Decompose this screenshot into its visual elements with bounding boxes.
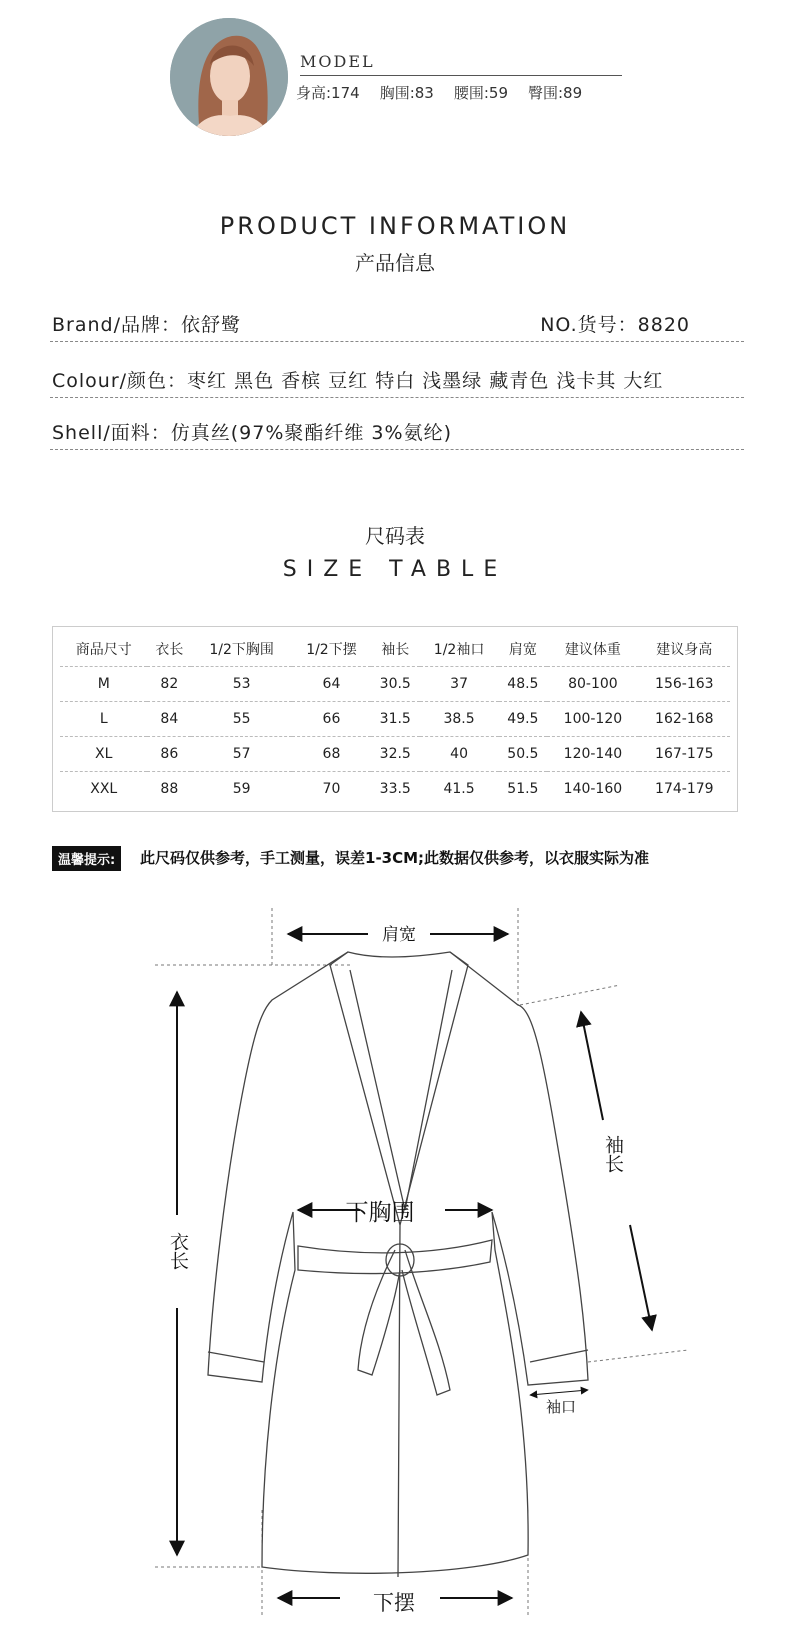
measurement-arrows: [177, 934, 652, 1598]
table-cell: 41.5: [443, 781, 475, 797]
table-cell: 30.5: [379, 676, 411, 692]
label-cuff: 袖口: [545, 1398, 577, 1416]
model-photo: [170, 18, 288, 136]
table-cell: 84: [160, 711, 179, 727]
robe-measurement-diagram: [0, 880, 790, 1640]
table-cell: 82: [160, 676, 179, 692]
size-table: [60, 632, 730, 806]
table-cell: 50.5: [507, 746, 539, 762]
model-bust: 胸围:83: [379, 84, 434, 102]
model-height: 身高:174: [296, 84, 360, 102]
label-length: 衣长: [167, 1232, 189, 1270]
brand-row: [52, 310, 742, 337]
item-number: NO.货号：8820: [540, 314, 690, 336]
tip-badge: 温馨提示:: [52, 846, 121, 871]
table-cell: 49.5: [507, 711, 539, 727]
divider: [50, 397, 744, 398]
table-cell: XL: [95, 746, 113, 762]
table-cell: 53: [232, 676, 251, 692]
model-stats: [296, 82, 602, 103]
header-cell: 袖长: [381, 642, 410, 658]
table-cell: 68: [322, 746, 341, 762]
table-cell: 40: [450, 746, 468, 762]
cuff-arrow: [530, 1390, 588, 1395]
table-cell: L: [99, 711, 108, 727]
table-cell: 70: [322, 781, 341, 797]
table-cell: 31.5: [379, 711, 411, 727]
guide-lines: [155, 908, 688, 1615]
header-cell: 1/2下胸围: [209, 642, 274, 658]
divider: [50, 449, 744, 450]
table-cell: 48.5: [507, 676, 539, 692]
table-row: [60, 667, 730, 702]
header-cell: 商品尺寸: [75, 642, 132, 658]
table-row: [60, 737, 730, 772]
table-row: [60, 772, 730, 807]
shell-row: Shell/面料：仿真丝(97%聚酯纤维 3%氨纶): [52, 422, 452, 444]
table-cell: 88: [160, 781, 179, 797]
table-cell: 156-163: [655, 676, 714, 692]
table-cell: 55: [232, 711, 251, 727]
size-table-title-cn: 尺码表: [365, 524, 425, 548]
table-header-row: [60, 632, 730, 667]
model-waist: 腰围:59: [453, 84, 508, 102]
header-cell: 建议体重: [564, 642, 621, 658]
table-cell: 162-168: [655, 711, 714, 727]
table-cell: 174-179: [655, 781, 714, 797]
table-cell: M: [97, 676, 110, 692]
table-cell: 86: [160, 746, 179, 762]
divider: [50, 341, 744, 342]
label-underbust: 下胸围: [345, 1200, 415, 1226]
divider: [300, 75, 622, 76]
table-cell: 66: [322, 711, 341, 727]
table-cell: 120-140: [563, 746, 623, 762]
arrow-down-icon: [630, 1225, 652, 1330]
size-table-title-en: SIZE TABLE: [282, 557, 508, 582]
table-cell: XXL: [90, 781, 118, 797]
table-cell: 59: [232, 781, 251, 797]
robe-outline: [208, 952, 588, 1577]
table-cell: 167-175: [655, 746, 714, 762]
model-label: MODEL: [300, 52, 375, 71]
model-hip: 臀围:89: [528, 84, 583, 102]
header-cell: 衣长: [155, 642, 184, 658]
table-row: [60, 702, 730, 737]
product-info-subtitle: 产品信息: [355, 251, 435, 275]
header-cell: 1/2下摆: [306, 642, 357, 658]
table-cell: 32.5: [379, 746, 411, 762]
colour-row: Colour/颜色：枣红 黑色 香槟 豆红 特白 浅墨绿 藏青色 浅卡其 大红: [52, 370, 664, 392]
product-info-title: PRODUCT INFORMATION: [219, 212, 571, 240]
table-cell: 100-120: [563, 711, 623, 727]
table-cell: 140-160: [563, 781, 623, 797]
brand-text: Brand/品牌：依舒鹭: [52, 314, 241, 336]
header-cell: 1/2袖口: [433, 642, 485, 658]
table-cell: 57: [232, 746, 251, 762]
label-shoulder: 肩宽: [382, 925, 416, 945]
table-cell: 51.5: [507, 781, 539, 797]
table-cell: 64: [322, 676, 341, 692]
arrow-up-icon: [581, 1012, 603, 1120]
label-hem: 下摆: [373, 1591, 415, 1615]
table-cell: 33.5: [379, 781, 411, 797]
tip-text: 此尺码仅供参考，手工测量，误差1-3CM;此数据仅供参考，以衣服实际为准: [140, 849, 650, 867]
label-sleeve: 袖长: [602, 1135, 624, 1173]
table-cell: 80-100: [568, 676, 618, 692]
header-cell: 建议身高: [656, 642, 713, 658]
table-cell: 37: [450, 676, 468, 692]
table-cell: 38.5: [443, 711, 475, 727]
header-cell: 肩宽: [508, 642, 537, 658]
